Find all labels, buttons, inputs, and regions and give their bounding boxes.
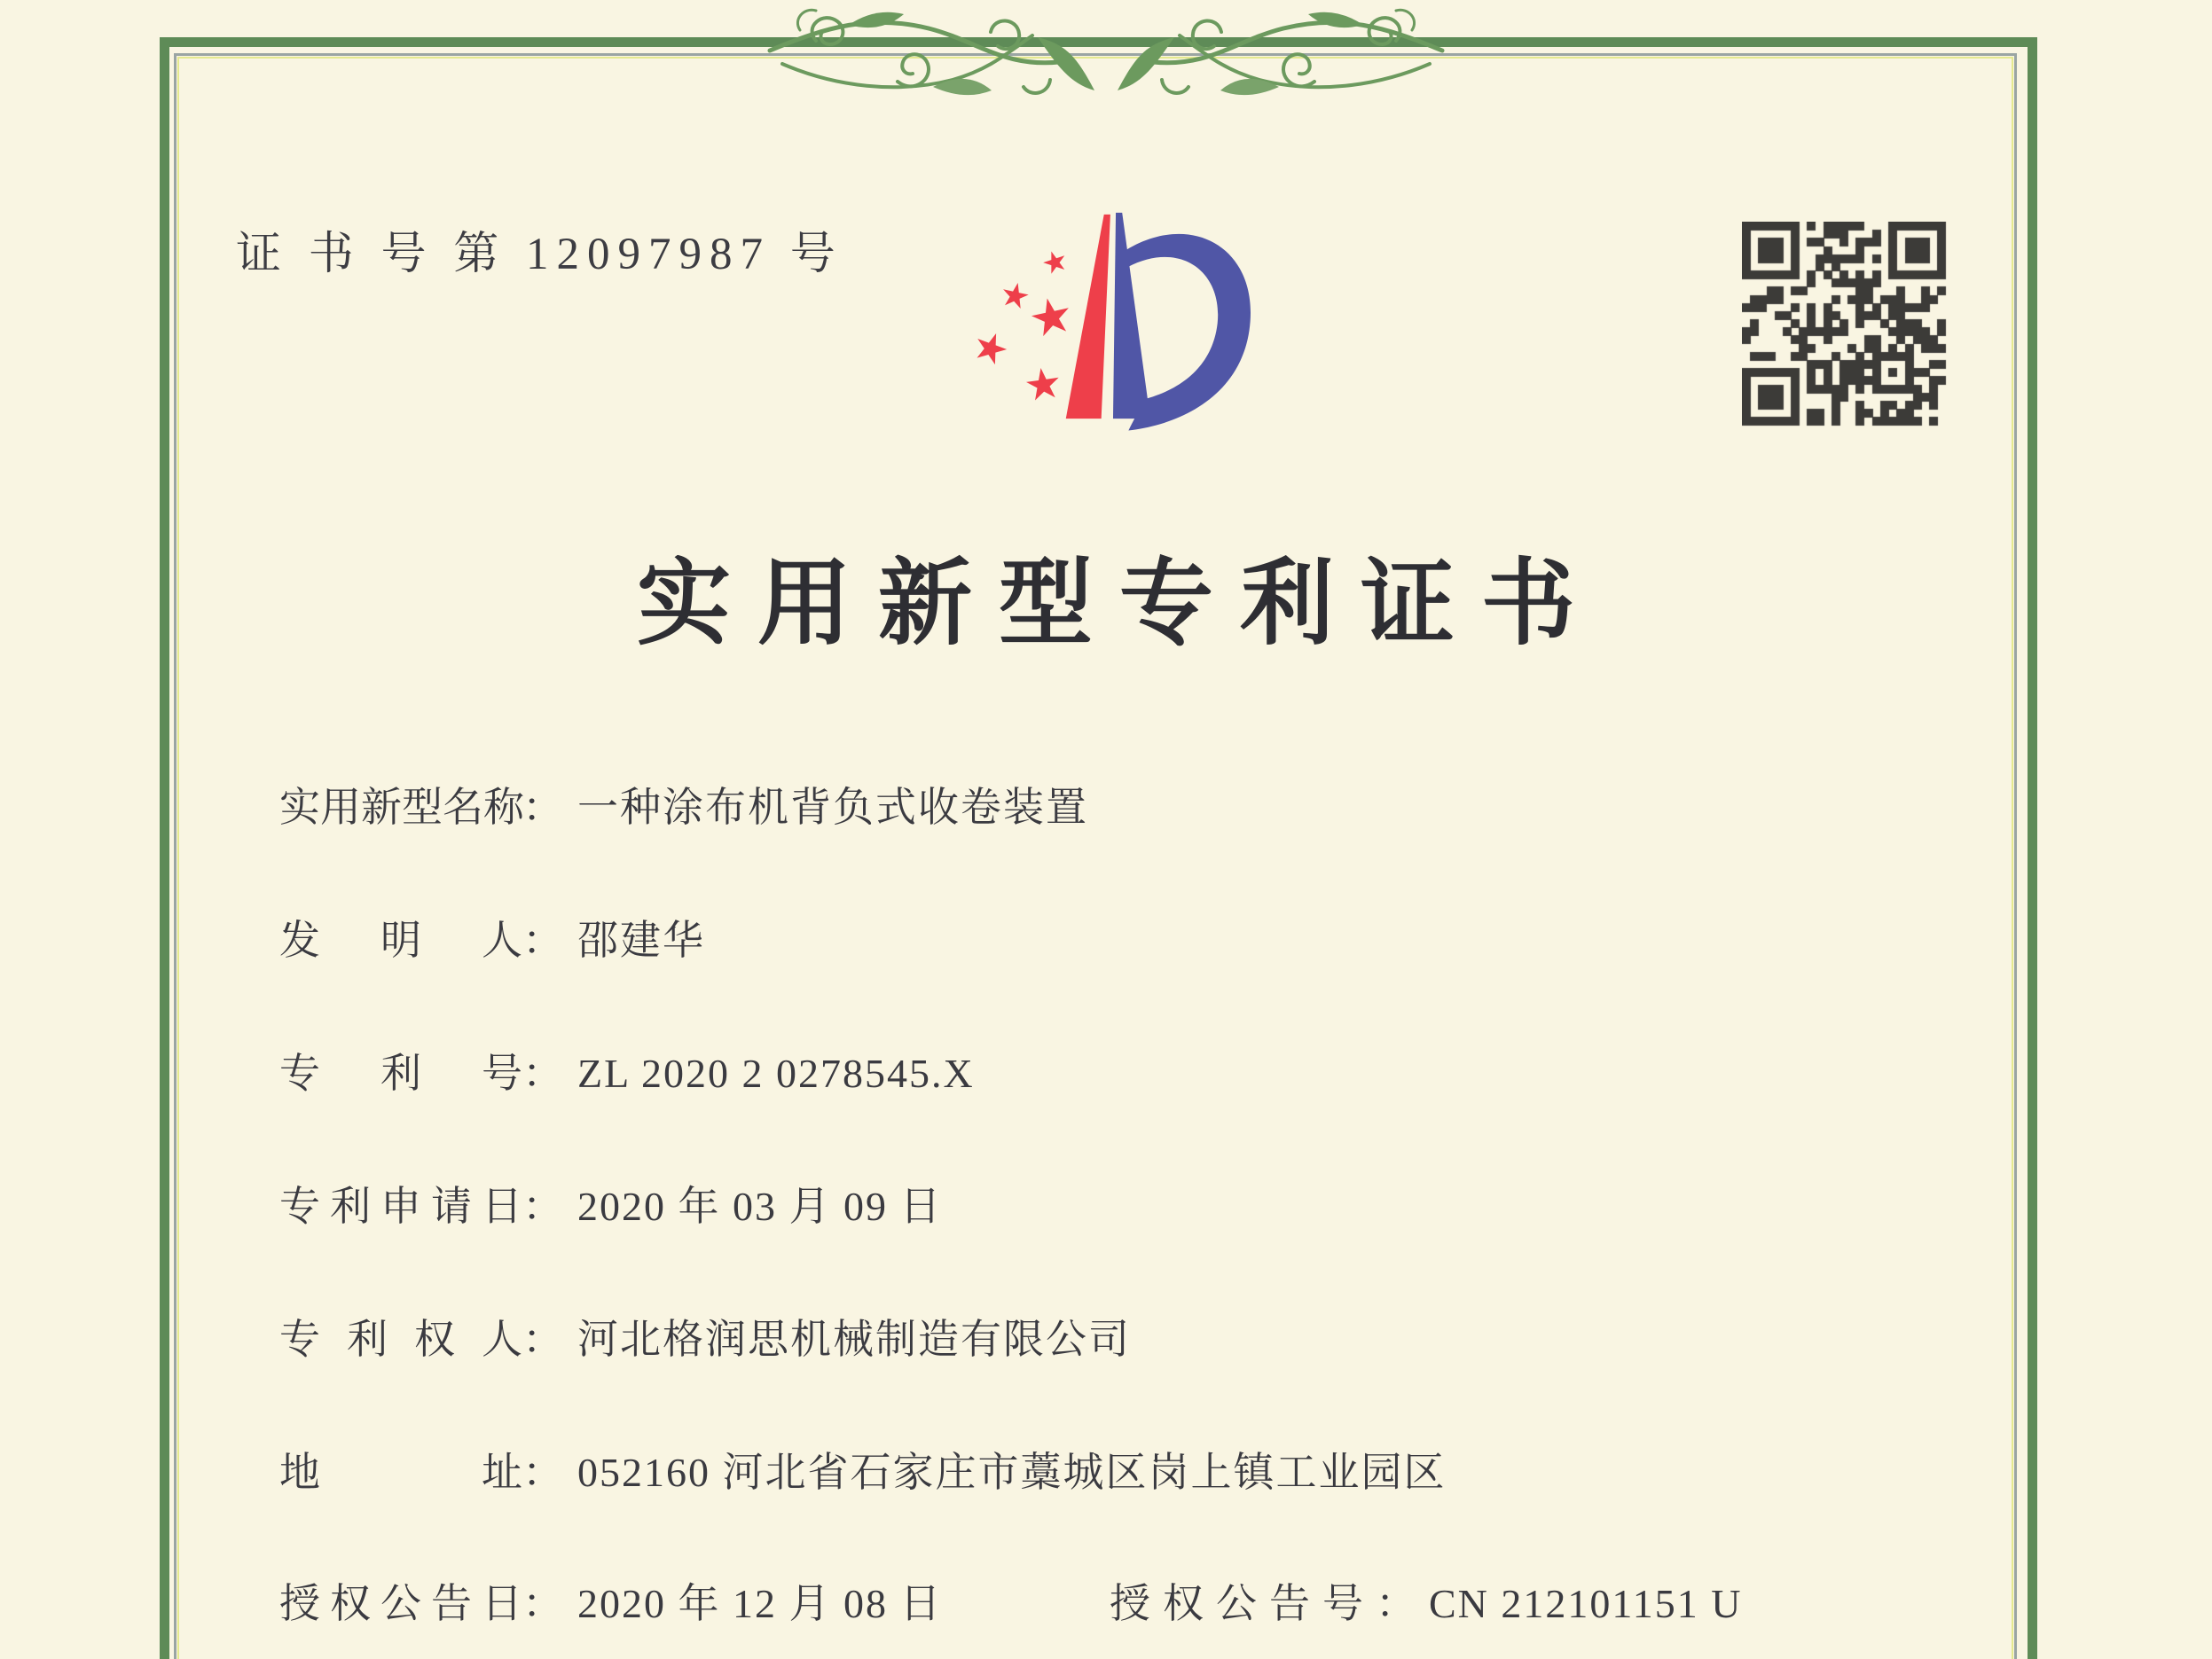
field-colon: ： (522, 1317, 563, 1362)
field-value: 052160 河北省石家庄市藁城区岗上镇工业园区 (577, 1450, 1447, 1495)
field-row-inventor (279, 913, 705, 968)
field-colon: ： (522, 1184, 563, 1229)
field-label: 发明人 (279, 918, 522, 963)
field-label: 专利号 (279, 1051, 522, 1096)
frame-border-right (2028, 37, 2037, 1659)
field-label: 专利申请日 (279, 1184, 522, 1229)
field-value: 2020 年 03 月 09 日 (577, 1184, 943, 1229)
field-label: 实用新型名称 (279, 785, 524, 830)
field-value: 河北格润思机械制造有限公司 (577, 1317, 1131, 1362)
dragon-scroll-ornament-icon (765, 0, 1447, 110)
field-colon: ： (522, 1581, 563, 1626)
cnipa-logo-icon (960, 193, 1268, 477)
certificate-number: 证 书 号 第 12097987 号 (236, 230, 843, 279)
field-colon: ： (522, 918, 563, 963)
field-value: 2020 年 12 月 08 日 (577, 1581, 943, 1626)
field-value: CN 212101151 U (1429, 1581, 1743, 1626)
field-row-patentee (279, 1312, 1131, 1367)
certificate-title: 实用新型专利证书 (637, 552, 1602, 656)
field-colon: ： (1376, 1581, 1416, 1626)
field-value: 一种涂布机背负式收卷装置 (577, 785, 1088, 830)
field-row-filing-date (279, 1179, 943, 1234)
field-row-address (279, 1445, 1447, 1500)
field-label: 专利权人 (279, 1317, 522, 1362)
field-row-patent-number (279, 1046, 975, 1101)
field-colon: ： (522, 1450, 563, 1495)
field-row-name (279, 780, 1088, 835)
field-row-grant-number (1110, 1577, 1742, 1632)
field-value: 邵建华 (577, 918, 705, 963)
field-label: 授权公告日 (279, 1581, 522, 1626)
qr-code (1742, 222, 1949, 429)
field-value: ZL 2020 2 0278545.X (577, 1051, 975, 1096)
field-label: 地址 (279, 1450, 522, 1495)
field-colon: ： (522, 1051, 563, 1096)
field-row-grant-date (279, 1577, 943, 1632)
field-label: 授权公告号 (1110, 1581, 1376, 1626)
frame-border-left (160, 37, 169, 1659)
field-colon: ： (522, 785, 563, 830)
